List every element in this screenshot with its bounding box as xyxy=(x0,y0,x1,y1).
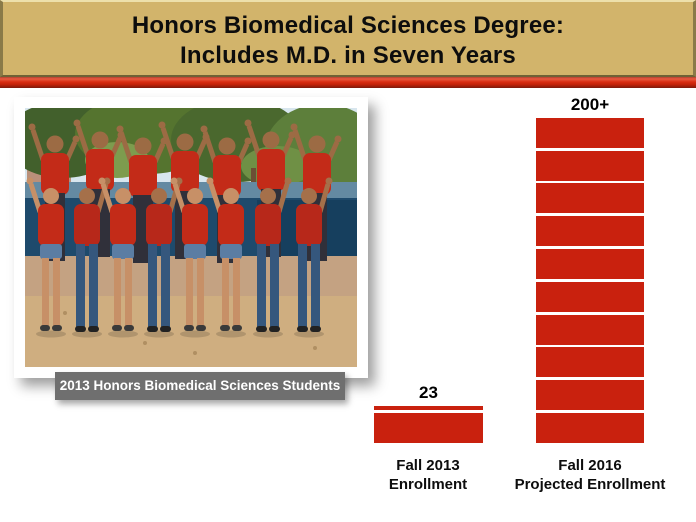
bar-value-label-2016: 200+ xyxy=(570,94,610,114)
category-line: Projected Enrollment xyxy=(514,476,666,493)
slide-title xyxy=(3,2,693,71)
bar-segment xyxy=(536,282,644,312)
bar-segment xyxy=(536,315,644,345)
bar-segment xyxy=(536,347,644,377)
title-line-2: Includes M.D. in Seven Years xyxy=(180,42,516,69)
red-accent-stripe xyxy=(0,77,696,88)
bar-segment xyxy=(536,380,644,410)
bar-segment xyxy=(374,406,483,411)
bar-segment xyxy=(536,413,644,443)
category-line: Fall 2016 xyxy=(558,457,622,474)
bar-category-label-2016 xyxy=(490,456,690,494)
bar-value-label-2013: 23 xyxy=(419,382,438,402)
bar-segment xyxy=(536,183,644,213)
bar-segment xyxy=(374,413,483,443)
students-photo xyxy=(25,108,357,367)
bar-stack-2016 xyxy=(536,118,644,443)
bar-segment xyxy=(536,249,644,279)
bar-segment xyxy=(536,216,644,246)
photo-caption: 2013 Honors Biomedical Sciences Students xyxy=(55,372,345,400)
category-line: Enrollment xyxy=(388,476,468,493)
students-photo-frame xyxy=(14,97,368,378)
bar-segment xyxy=(536,118,644,148)
category-line: Fall 2013 xyxy=(396,457,460,474)
slide-title-banner xyxy=(0,0,696,77)
bar-segment xyxy=(536,151,644,181)
title-line-1: Honors Biomedical Sciences Degree: xyxy=(131,12,565,39)
bar-stack-2013 xyxy=(374,406,483,443)
bar-category-label-2013 xyxy=(328,456,528,494)
